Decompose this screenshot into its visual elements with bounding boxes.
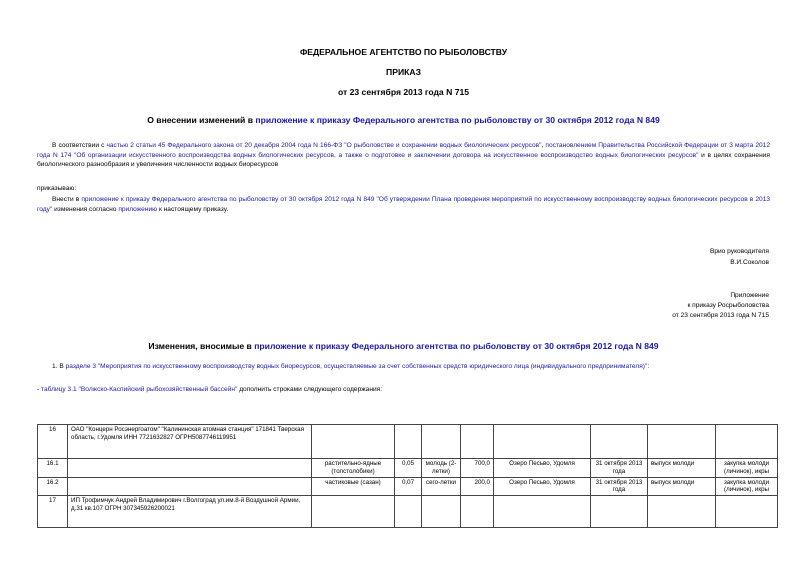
- item-1-sub-text-2: дополнить строками следующего содержания:: [237, 386, 383, 393]
- cell-species: растительно-ядные (толстолобики): [312, 459, 395, 478]
- cell-weight: 0,05: [395, 459, 422, 478]
- cell-date: [591, 496, 648, 528]
- cell-organization: [68, 459, 312, 478]
- item-1-sub-text-1: -: [37, 386, 42, 393]
- cell-weight: [395, 425, 422, 459]
- cell-stage: молодь (2-летки): [422, 459, 461, 478]
- cell-date: 31 октября 2013 года: [591, 477, 648, 496]
- cell-number: 16.1: [38, 459, 68, 478]
- cell-organization: [68, 477, 312, 496]
- table-3-1-link[interactable]: таблицу 3.1 "Волжско-Каспийский рыбохозяйственный бассейн": [41, 386, 238, 393]
- document-date: от 23 сентября 2013 года N 715: [337, 87, 470, 97]
- preamble-text-3: и в целях сохранения биологического разнообразия и увеличения численности водных биоресурсов: [37, 151, 770, 169]
- cell-date: 31 октября 2013 года: [591, 459, 648, 478]
- order-text-2: изменения согласно: [52, 205, 119, 213]
- cell-place: [494, 496, 591, 528]
- cell-species: [312, 496, 395, 528]
- appendix-date: от 23 сентября 2013 года N 715: [672, 312, 769, 319]
- preamble-paragraph: [37, 141, 770, 170]
- cell-method: [648, 496, 716, 528]
- cell-quantity: [461, 425, 494, 459]
- cell-weight: [395, 496, 422, 528]
- cell-weight: 0,07: [395, 477, 422, 496]
- preamble-text-1: В соответствии с: [52, 142, 107, 149]
- preamble-decree-link[interactable]: постановлением Правительства Российской Федерации от 3 марта 2012 года N 174 "Об организации искусственного воспроизводства водных биологических ресурсов, а также о подготовке и заключении договора на искусственное воспроизводство водных биологических ресурсов": [37, 142, 771, 159]
- changes-title-prefix: Изменения, вносимые в: [148, 341, 255, 351]
- order-paragraph: [37, 195, 770, 214]
- cell-stage: [422, 425, 461, 459]
- title-link[interactable]: приложение к приказу Федерального агентства по рыболовству от 30 октября 2012 года N 849: [255, 115, 660, 125]
- cell-species: [312, 425, 395, 459]
- title-prefix: О внесении изменений в: [147, 115, 256, 125]
- table-row: [38, 496, 778, 528]
- table-row: [38, 459, 778, 478]
- order-text-3: к настоящему приказу.: [157, 205, 229, 213]
- cell-source: [716, 425, 778, 459]
- cell-method: [648, 425, 716, 459]
- cell-place: [494, 425, 591, 459]
- table-row: [38, 477, 778, 496]
- cell-organization: ОАО "Концерн Росэнергоатом" "Калининская атомная станция" 171841 Тверская область, г.Удомля ИНН 7721632827 ОГРН5087746119951: [68, 425, 312, 459]
- item-1-section-link[interactable]: разделе 3 "Мероприятия по искусственному воспроизводству водных биоресурсов, осуществляемые за счет собственных средств юридического лица (индивидуального предпринимателя)": [65, 363, 648, 370]
- cell-place: Озеро Песьво, Удомля: [494, 459, 591, 478]
- document-title: [0, 115, 807, 125]
- cell-number: 16: [38, 425, 68, 459]
- cell-quantity: 700,0: [461, 459, 494, 478]
- cell-method: выпуск молоди: [648, 459, 716, 478]
- appendix-label: Приложение: [730, 292, 769, 299]
- cell-source: [716, 496, 778, 528]
- changes-title: [0, 341, 807, 351]
- item-1-sub: [37, 385, 770, 394]
- item-1-text-2: :: [647, 363, 650, 370]
- cell-number: 17: [38, 496, 68, 528]
- preamble-text-2: ,: [541, 142, 546, 149]
- changes-title-link[interactable]: приложение к приказу Федерального агентства по рыболовству от 30 октября 2012 года N 849: [254, 341, 659, 351]
- order-annex-link[interactable]: приложению: [118, 205, 158, 213]
- cell-source: закупка молоди (личинок), икры: [716, 477, 778, 496]
- item-1-text-1: 1. В: [52, 363, 66, 370]
- order-appendix-link[interactable]: приложение к приказу Федерального агентства по рыболовству от 30 октября 2012 года N 849 "Об утверждении Плана проведения мероприятий по искусственному воспроизводству водных биологических ресурсов в 2013 году": [37, 196, 771, 213]
- cell-method: выпуск молоди: [648, 477, 716, 496]
- signature-name: В.И.Соколов: [730, 259, 769, 266]
- order-text-1: Внести в: [52, 196, 82, 203]
- document-type: ПРИКАЗ: [386, 67, 421, 77]
- order-word: приказываю:: [37, 185, 77, 192]
- cell-place: Озеро Песьво, Удомля: [494, 477, 591, 496]
- cell-quantity: [461, 496, 494, 528]
- cell-date: [591, 425, 648, 459]
- cell-source: закупка молоди (личинок), икры: [716, 459, 778, 478]
- cell-quantity: 200,0: [461, 477, 494, 496]
- cell-stage: [422, 496, 461, 528]
- item-1: [52, 362, 772, 371]
- appendix-order-ref: к приказу Росрыболовства: [687, 302, 769, 309]
- additions-table: [37, 424, 778, 528]
- agency-name: ФЕДЕРАЛЬНОЕ АГЕНТСТВО ПО РЫБОЛОВСТВУ: [299, 47, 508, 57]
- cell-species: частиковые (сазан): [312, 477, 395, 496]
- cell-number: 16.2: [38, 477, 68, 496]
- cell-stage: сего-летки: [422, 477, 461, 496]
- signature-position: Врио руководителя: [709, 248, 769, 255]
- cell-organization: ИП Трофимчук Андрей Владимирович г.Волгоград ул.им.8-й Воздушной Армии, д.31 кв.107 ОГРН 307345926200021: [68, 496, 312, 528]
- table-row: [38, 425, 778, 459]
- preamble-law-link[interactable]: частью 2 статьи 45 Федерального закона от 20 декабря 2004 года N 166-ФЗ "О рыболовстве и сохранении водных биологических ресурсов": [106, 142, 542, 149]
